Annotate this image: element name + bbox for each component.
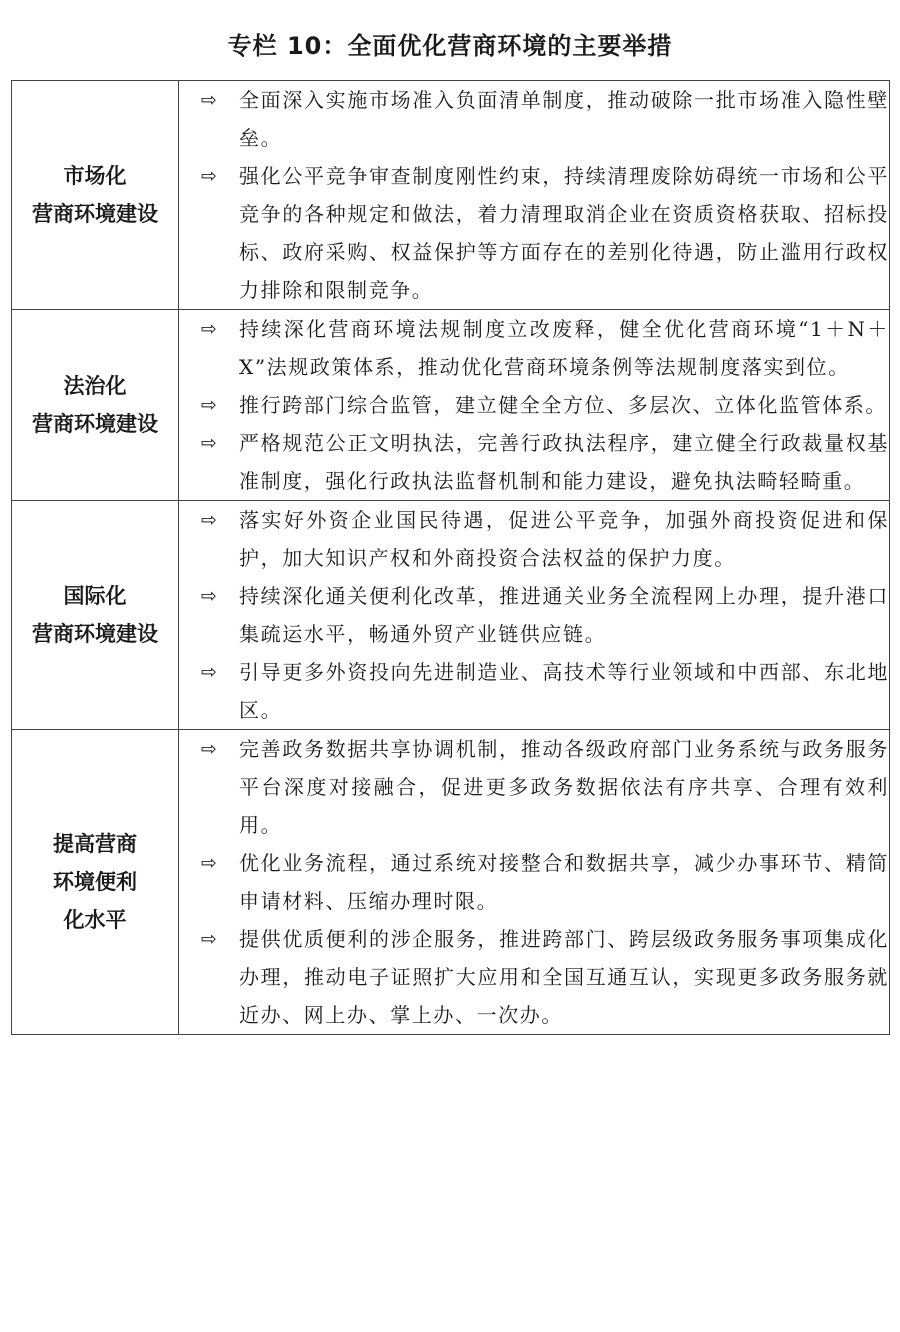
category-label-line: 提高营商 xyxy=(53,832,137,856)
table-row xyxy=(12,501,890,730)
category-label-line: 法治化 xyxy=(63,374,127,398)
bullet-arrow-icon: ⇨ xyxy=(201,432,217,454)
bullet-arrow-icon: ⇨ xyxy=(201,318,217,340)
category-label-line: 营商环境建设 xyxy=(32,202,158,226)
category-cell xyxy=(12,310,179,501)
measures-cell xyxy=(179,501,890,730)
list-item xyxy=(179,386,889,424)
list-item xyxy=(179,577,889,653)
measure-text: 完善政务数据共享协调机制，推动各级政府部门业务系统与政务服务平台深度对接融合，促进更多政务数据依法有序共享、合理有效利用。 xyxy=(239,737,889,837)
measure-text: 全面深入实施市场准入负面清单制度，推动破除一批市场准入隐性壁垒。 xyxy=(239,88,889,150)
measure-text: 推行跨部门综合监管，建立健全全方位、多层次、立体化监管体系。 xyxy=(239,393,887,417)
measures-table xyxy=(11,80,890,1035)
measure-text: 持续深化通关便利化改革，推进通关业务全流程网上办理，提升港口集疏运水平，畅通外贸产业链供应链。 xyxy=(239,584,889,646)
measure-text: 强化公平竞争审查制度刚性约束，持续清理废除妨碍统一市场和公平竞争的各种规定和做法，着力清理取消企业在资质资格获取、招标投标、政府采购、权益保护等方面存在的差别化待遇，防止滥用行政权力排除和限制竞争。 xyxy=(239,164,889,302)
category-label-line: 营商环境建设 xyxy=(32,412,158,436)
bullet-arrow-icon: ⇨ xyxy=(201,509,217,531)
category-cell xyxy=(12,501,179,730)
bullet-arrow-icon: ⇨ xyxy=(201,394,217,416)
box-title: 专栏 10：全面优化营商环境的主要举措 xyxy=(227,32,673,60)
list-item xyxy=(179,844,889,920)
bullet-arrow-icon: ⇨ xyxy=(201,928,217,950)
bullet-arrow-icon: ⇨ xyxy=(201,661,217,683)
category-label-line: 营商环境建设 xyxy=(32,622,158,646)
list-item xyxy=(179,501,889,577)
list-item xyxy=(179,424,889,500)
measures-cell xyxy=(179,81,890,310)
measure-text: 优化业务流程，通过系统对接整合和数据共享，减少办事环节、精简申请材料、压缩办理时限。 xyxy=(239,851,889,913)
bullet-arrow-icon: ⇨ xyxy=(201,165,217,187)
list-item xyxy=(179,730,889,844)
measure-text: 落实好外资企业国民待遇，促进公平竞争，加强外商投资促进和保护，加大知识产权和外商投资合法权益的保护力度。 xyxy=(239,508,889,570)
bullet-arrow-icon: ⇨ xyxy=(201,89,217,111)
category-label-line: 国际化 xyxy=(63,584,127,608)
list-item xyxy=(179,920,889,1034)
measures-cell xyxy=(179,730,890,1035)
table-row xyxy=(12,310,890,501)
bullet-arrow-icon: ⇨ xyxy=(201,852,217,874)
measure-text: 引导更多外资投向先进制造业、高技术等行业领域和中西部、东北地区。 xyxy=(239,660,889,722)
category-cell xyxy=(12,730,179,1035)
category-label-line: 市场化 xyxy=(63,164,127,188)
measure-text: 持续深化营商环境法规制度立改废释，健全优化营商环境“1＋N＋X”法规政策体系，推动优化营商环境条例等法规制度落实到位。 xyxy=(239,317,889,379)
measure-text: 提供优质便利的涉企服务，推进跨部门、跨层级政务服务事项集成化办理，推动电子证照扩大应用和全国互通互认，实现更多政务服务就近办、网上办、掌上办、一次办。 xyxy=(239,927,889,1027)
measures-table-body xyxy=(12,81,890,1035)
table-row xyxy=(12,81,890,310)
bullet-arrow-icon: ⇨ xyxy=(201,738,217,760)
list-item xyxy=(179,157,889,309)
list-item xyxy=(179,310,889,386)
category-cell xyxy=(12,81,179,310)
category-label-line: 化水平 xyxy=(63,908,127,932)
measure-text: 严格规范公正文明执法，完善行政执法程序，建立健全行政裁量权基准制度，强化行政执法监督机制和能力建设，避免执法畸轻畸重。 xyxy=(239,431,889,493)
list-item xyxy=(179,653,889,729)
table-row xyxy=(12,730,890,1035)
list-item xyxy=(179,81,889,157)
category-label-line: 环境便利 xyxy=(53,870,137,894)
bullet-arrow-icon: ⇨ xyxy=(201,585,217,607)
measures-cell xyxy=(179,310,890,501)
